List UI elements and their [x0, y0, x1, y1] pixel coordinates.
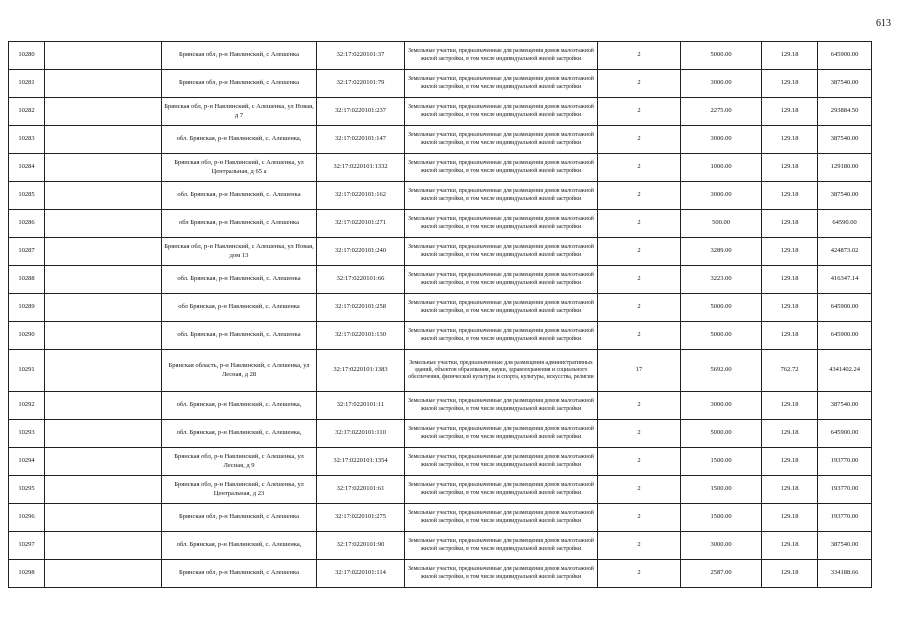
table-row [9, 182, 872, 210]
group-cell: 2 [598, 560, 681, 588]
group-cell: 2 [598, 42, 681, 70]
cadastral-value-cell: 416347.14 [818, 266, 872, 294]
cadastral-number-cell: 32:17:0220101:11 [317, 392, 405, 420]
address-cell: Брянская обл, р-н Навлинский, с Алешенка [162, 504, 317, 532]
address-cell: Брянская обл, р-н Навлинский, с Алешенка, ул Новая, д 7 [162, 98, 317, 126]
table-row [9, 42, 872, 70]
specific-value-cell: 129.18 [762, 560, 818, 588]
group-cell: 2 [598, 504, 681, 532]
specific-value-cell: 129.18 [762, 42, 818, 70]
specific-value-cell: 129.18 [762, 476, 818, 504]
empty-cell [45, 392, 162, 420]
specific-value-cell: 129.18 [762, 154, 818, 182]
cadastral-value-cell: 193770.00 [818, 448, 872, 476]
cadastral-number-cell: 32:17:0220101:271 [317, 210, 405, 238]
row-number-cell: 10288 [9, 266, 45, 294]
address-cell: Брянская обл, р-н Навлинский, с Алешенка, ул Новая, дом 13 [162, 238, 317, 266]
table-row [9, 70, 872, 98]
specific-value-cell: 762.72 [762, 350, 818, 392]
group-cell: 2 [598, 70, 681, 98]
permitted-use-cell: Земельные участки, предназначенные для размещения домов малоэтажной жилой застройки, в том числе индивидуальной жилой застройки [405, 392, 598, 420]
specific-value-cell: 129.18 [762, 266, 818, 294]
cadastral-number-cell: 32:17:0220101:114 [317, 560, 405, 588]
empty-cell [45, 266, 162, 294]
empty-cell [45, 70, 162, 98]
specific-value-cell: 129.18 [762, 532, 818, 560]
area-cell: 1500.00 [681, 476, 762, 504]
cadastral-number-cell: 32:17:0220101:147 [317, 126, 405, 154]
empty-cell [45, 42, 162, 70]
row-number-cell: 10290 [9, 322, 45, 350]
cadastral-number-cell: 32:17:0220101:37 [317, 42, 405, 70]
cadastral-value-cell: 387540.00 [818, 532, 872, 560]
address-cell: Брянская обл, р-н Навлинский, с Алешенка [162, 70, 317, 98]
table-row [9, 476, 872, 504]
empty-cell [45, 294, 162, 322]
row-number-cell: 10298 [9, 560, 45, 588]
specific-value-cell: 129.18 [762, 70, 818, 98]
specific-value-cell: 129.18 [762, 126, 818, 154]
specific-value-cell: 129.18 [762, 98, 818, 126]
cadastral-number-cell: 32:17:0220101:90 [317, 532, 405, 560]
group-cell: 2 [598, 266, 681, 294]
page-number: 613 [876, 18, 891, 29]
specific-value-cell: 129.18 [762, 210, 818, 238]
row-number-cell: 10297 [9, 532, 45, 560]
group-cell: 2 [598, 392, 681, 420]
cadastral-number-cell: 32:17:0220101:79 [317, 70, 405, 98]
cadastral-number-cell: 32:17:0220101:237 [317, 98, 405, 126]
cadastral-value-cell: 64590.00 [818, 210, 872, 238]
empty-cell [45, 448, 162, 476]
permitted-use-cell: Земельные участки, предназначенные для размещения домов малоэтажной жилой застройки, в том числе индивидуальной жилой застройки [405, 98, 598, 126]
address-cell: обл. Брянская, р-н Навлинский, с. Алешенка [162, 182, 317, 210]
area-cell: 3000.00 [681, 392, 762, 420]
permitted-use-cell: Земельные участки, предназначенные для размещения административных зданий, объектов образования, науки, здравоохранения и социального обеспечения, физической культуры и спорта, культуры, искусства, религии [405, 350, 598, 392]
area-cell: 2275.00 [681, 98, 762, 126]
area-cell: 1500.00 [681, 504, 762, 532]
empty-cell [45, 532, 162, 560]
area-cell: 3000.00 [681, 532, 762, 560]
empty-cell [45, 98, 162, 126]
permitted-use-cell: Земельные участки, предназначенные для размещения домов малоэтажной жилой застройки, в том числе индивидуальной жилой застройки [405, 322, 598, 350]
row-number-cell: 10285 [9, 182, 45, 210]
area-cell: 5000.00 [681, 322, 762, 350]
permitted-use-cell: Земельные участки, предназначенные для размещения домов малоэтажной жилой застройки, в том числе индивидуальной жилой застройки [405, 182, 598, 210]
permitted-use-cell: Земельные участки, предназначенные для размещения домов малоэтажной жилой застройки, в том числе индивидуальной жилой застройки [405, 210, 598, 238]
cadastral-value-cell: 387540.00 [818, 182, 872, 210]
cadastral-number-cell: 32:17:0220101:240 [317, 238, 405, 266]
table-row [9, 532, 872, 560]
cadastral-value-cell: 424873.02 [818, 238, 872, 266]
permitted-use-cell: Земельные участки, предназначенные для размещения домов малоэтажной жилой застройки, в том числе индивидуальной жилой застройки [405, 448, 598, 476]
address-cell: Брянская обл, р-н Навлинский, с Алешенка [162, 560, 317, 588]
table-row [9, 448, 872, 476]
cadastral-number-cell: 32:17:0220101:66 [317, 266, 405, 294]
permitted-use-cell: Земельные участки, предназначенные для размещения домов малоэтажной жилой застройки, в том числе индивидуальной жилой застройки [405, 154, 598, 182]
table-row [9, 210, 872, 238]
group-cell: 2 [598, 98, 681, 126]
cadastral-number-cell: 32:17:0220101:1332 [317, 154, 405, 182]
area-cell: 5692.00 [681, 350, 762, 392]
area-cell: 3000.00 [681, 70, 762, 98]
row-number-cell: 10286 [9, 210, 45, 238]
address-cell: обл. Брянская, р-н Навлинский, с. Алешенка, [162, 126, 317, 154]
row-number-cell: 10282 [9, 98, 45, 126]
cadastral-number-cell: 32:17:0220101:258 [317, 294, 405, 322]
address-cell: обл Брянская, р-н Навлинский, с Алешенка [162, 210, 317, 238]
empty-cell [45, 560, 162, 588]
address-cell: Брянская обл, р-н Навлинский, с Алешенка, ул Лесная, д 9 [162, 448, 317, 476]
specific-value-cell: 129.18 [762, 392, 818, 420]
empty-cell [45, 420, 162, 448]
address-cell: Брянская обл, р-н Навлинский, с Алешенка [162, 42, 317, 70]
cadastral-value-cell: 4341402.24 [818, 350, 872, 392]
table-row [9, 504, 872, 532]
area-cell: 5000.00 [681, 294, 762, 322]
specific-value-cell: 129.18 [762, 294, 818, 322]
cadastral-number-cell: 32:17:0220101:1354 [317, 448, 405, 476]
area-cell: 1500.00 [681, 448, 762, 476]
group-cell: 2 [598, 294, 681, 322]
area-cell: 500.00 [681, 210, 762, 238]
specific-value-cell: 129.18 [762, 322, 818, 350]
table-row [9, 322, 872, 350]
row-number-cell: 10287 [9, 238, 45, 266]
address-cell: обл. Брянская, р-н Навлинский, с. Алешенка, [162, 420, 317, 448]
cadastral-value-cell: 645900.00 [818, 322, 872, 350]
permitted-use-cell: Земельные участки, предназначенные для размещения домов малоэтажной жилой застройки, в том числе индивидуальной жилой застройки [405, 126, 598, 154]
specific-value-cell: 129.18 [762, 238, 818, 266]
permitted-use-cell: Земельные участки, предназначенные для размещения домов малоэтажной жилой застройки, в том числе индивидуальной жилой застройки [405, 560, 598, 588]
cadastral-value-cell: 387540.00 [818, 70, 872, 98]
cadastral-number-cell: 32:17:0220101:1383 [317, 350, 405, 392]
group-cell: 2 [598, 210, 681, 238]
permitted-use-cell: Земельные участки, предназначенные для размещения домов малоэтажной жилой застройки, в том числе индивидуальной жилой застройки [405, 70, 598, 98]
address-cell: Брянская обл, р-н Навлинский, с Алешенка, ул Центральная, д 23 [162, 476, 317, 504]
row-number-cell: 10294 [9, 448, 45, 476]
cadastral-value-cell: 193770.00 [818, 504, 872, 532]
table-row [9, 392, 872, 420]
row-number-cell: 10291 [9, 350, 45, 392]
table-body [9, 42, 872, 588]
address-cell: обл. Брянская, р-н Навлинский, с. Алешенка [162, 322, 317, 350]
table-row [9, 126, 872, 154]
cadastral-number-cell: 32:17:0220101:61 [317, 476, 405, 504]
cadastral-value-cell: 645900.00 [818, 420, 872, 448]
cadastral-value-cell: 293884.50 [818, 98, 872, 126]
specific-value-cell: 129.18 [762, 182, 818, 210]
permitted-use-cell: Земельные участки, предназначенные для размещения домов малоэтажной жилой застройки, в том числе индивидуальной жилой застройки [405, 420, 598, 448]
cadastral-value-cell: 129180.00 [818, 154, 872, 182]
land-registry-table [8, 41, 872, 588]
cadastral-value-cell: 645900.00 [818, 294, 872, 322]
group-cell: 2 [598, 182, 681, 210]
row-number-cell: 10283 [9, 126, 45, 154]
permitted-use-cell: Земельные участки, предназначенные для размещения домов малоэтажной жилой застройки, в том числе индивидуальной жилой застройки [405, 238, 598, 266]
cadastral-value-cell: 387540.00 [818, 126, 872, 154]
group-cell: 2 [598, 154, 681, 182]
address-cell: Брянская обл, р-н Навлинский, с Алешенка, ул Центральная, д 65 а [162, 154, 317, 182]
group-cell: 2 [598, 448, 681, 476]
cadastral-number-cell: 32:17:0220101:130 [317, 322, 405, 350]
cadastral-number-cell: 32:17:0220101:275 [317, 504, 405, 532]
address-cell: Брянская область, р-н Навлинский, с Алешенка, ул Лесная, д 28 [162, 350, 317, 392]
permitted-use-cell: Земельные участки, предназначенные для размещения домов малоэтажной жилой застройки, в том числе индивидуальной жилой застройки [405, 504, 598, 532]
table-row [9, 420, 872, 448]
empty-cell [45, 322, 162, 350]
empty-cell [45, 154, 162, 182]
empty-cell [45, 476, 162, 504]
table-row [9, 350, 872, 392]
address-cell: обл. Брянская, р-н Навлинский, с. Алешенка [162, 266, 317, 294]
row-number-cell: 10293 [9, 420, 45, 448]
table-row [9, 294, 872, 322]
empty-cell [45, 238, 162, 266]
cadastral-number-cell: 32:17:0220101:110 [317, 420, 405, 448]
area-cell: 5000.00 [681, 420, 762, 448]
permitted-use-cell: Земельные участки, предназначенные для размещения домов малоэтажной жилой застройки, в том числе индивидуальной жилой застройки [405, 532, 598, 560]
row-number-cell: 10289 [9, 294, 45, 322]
area-cell: 3000.00 [681, 126, 762, 154]
cadastral-value-cell: 334188.66 [818, 560, 872, 588]
row-number-cell: 10280 [9, 42, 45, 70]
row-number-cell: 10292 [9, 392, 45, 420]
empty-cell [45, 350, 162, 392]
row-number-cell: 10284 [9, 154, 45, 182]
permitted-use-cell: Земельные участки, предназначенные для размещения домов малоэтажной жилой застройки, в том числе индивидуальной жилой застройки [405, 476, 598, 504]
table-row [9, 98, 872, 126]
cadastral-value-cell: 193770.00 [818, 476, 872, 504]
row-number-cell: 10295 [9, 476, 45, 504]
row-number-cell: 10281 [9, 70, 45, 98]
empty-cell [45, 504, 162, 532]
group-cell: 2 [598, 238, 681, 266]
address-cell: обл. Брянская, р-н Навлинский, с. Алешенка, [162, 392, 317, 420]
empty-cell [45, 126, 162, 154]
address-cell: обл Брянская, р-н Навлинский, с. Алешенка [162, 294, 317, 322]
group-cell: 2 [598, 476, 681, 504]
group-cell: 2 [598, 322, 681, 350]
group-cell: 2 [598, 420, 681, 448]
group-cell: 2 [598, 126, 681, 154]
area-cell: 3223.00 [681, 266, 762, 294]
cadastral-value-cell: 387540.00 [818, 392, 872, 420]
specific-value-cell: 129.18 [762, 504, 818, 532]
area-cell: 2587.00 [681, 560, 762, 588]
permitted-use-cell: Земельные участки, предназначенные для размещения домов малоэтажной жилой застройки, в том числе индивидуальной жилой застройки [405, 294, 598, 322]
cadastral-value-cell: 645900.00 [818, 42, 872, 70]
empty-cell [45, 210, 162, 238]
area-cell: 1000.00 [681, 154, 762, 182]
area-cell: 3289.00 [681, 238, 762, 266]
group-cell: 2 [598, 532, 681, 560]
empty-cell [45, 182, 162, 210]
table-row [9, 266, 872, 294]
table-row [9, 560, 872, 588]
specific-value-cell: 129.18 [762, 420, 818, 448]
row-number-cell: 10296 [9, 504, 45, 532]
area-cell: 3000.00 [681, 182, 762, 210]
specific-value-cell: 129.18 [762, 448, 818, 476]
table-row [9, 238, 872, 266]
permitted-use-cell: Земельные участки, предназначенные для размещения домов малоэтажной жилой застройки, в том числе индивидуальной жилой застройки [405, 42, 598, 70]
cadastral-number-cell: 32:17:0220101:162 [317, 182, 405, 210]
group-cell: 17 [598, 350, 681, 392]
table-row [9, 154, 872, 182]
address-cell: обл. Брянская, р-н Навлинский, с. Алешенка, [162, 532, 317, 560]
permitted-use-cell: Земельные участки, предназначенные для размещения домов малоэтажной жилой застройки, в том числе индивидуальной жилой застройки [405, 266, 598, 294]
area-cell: 5000.00 [681, 42, 762, 70]
